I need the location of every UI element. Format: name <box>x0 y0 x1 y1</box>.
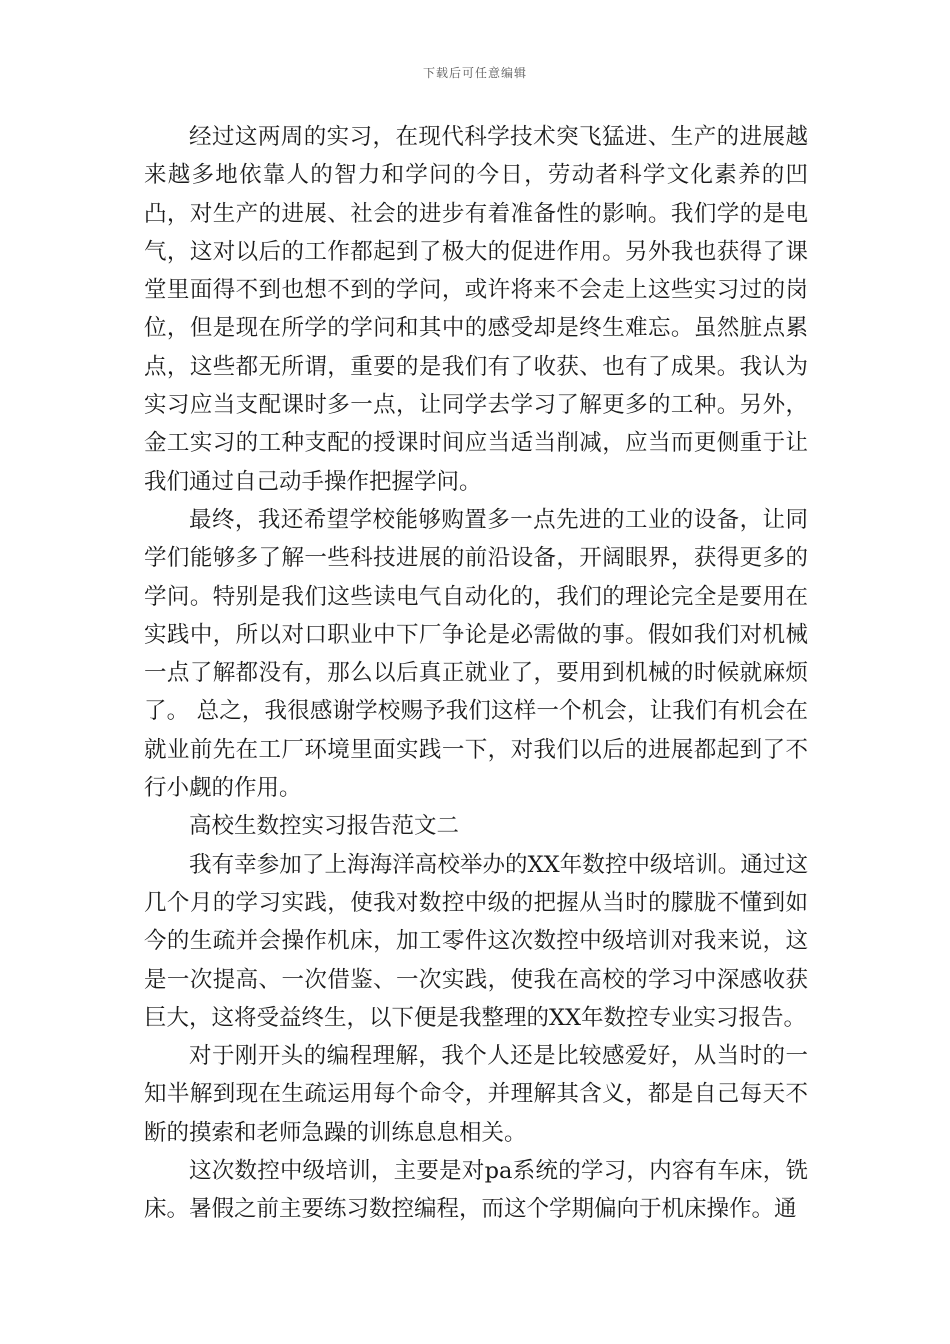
paragraph-1: 经过这两周的实习，在现代科学技术突飞猛进、生产的进展越来越多地依靠人的智力和学问的今日，劳动者科学文化素养的凹凸，对生产的进展、社会的进步有着准备性的影响。我们学的是电气，这对以后的工作都起到了极大的促进作用。另外我也获得了课堂里面得不到也想不到的学问，或许将来不会走上这些实习过的岗位，但是现在所学的学问和其中的感受却是终生难忘。虽然脏点累点，这些都无所谓，重要的是我们有了收获、也有了成果。我认为实习应当支配课时多一点，让同学去学习了解更多的工种。另外，金工实习的工种支配的授课时间应当适当削减，应当而更侧重于让我们通过自己动手操作把握学问。 <box>144 124 808 495</box>
paragraph-3: 我有幸参加了上海海洋高校举办的XX年数控中级培训。通过这几个月的学习实践，使我对数控中级的把握从当时的朦胧不懂到如今的生疏并会操作机床，加工零件这次数控中级培训对我来说，这是一次提高、一次借鉴、一次实践，使我在高校的学习中深感收获巨大，这将受益终生，以下便是我整理的XX年数控专业实习报告。 <box>144 851 808 1031</box>
page-header: 下载后可任意编辑 <box>422 66 527 80</box>
paragraph-5: 这次数控中级培训，主要是对pa系统的学习，内容有车床，铣床。暑假之前主要练习数控编程，而这个学期偏向于机床操作。通 <box>144 1158 808 1223</box>
paragraph-4: 对于刚开头的编程理解，我个人还是比较感爱好，从当时的一知半解到现在生疏运用每个命令，并理解其含义，都是自己每天不断的摸索和老师急躁的训练息息相关。 <box>144 1043 808 1146</box>
paragraph-2: 最终，我还希望学校能够购置多一点先进的工业的设备，让同学们能够多了解一些科技进展的前沿设备，开阔眼界，获得更多的学问。特别是我们这些读电气自动化的，我们的理论完全是要用在实践中，所以对口职业中下厂争论是必需做的事。假如我们对机械一点了解都没有，那么以后真正就业了，要用到机械的时候就麻烦了。 总之，我很感谢学校赐予我们这样一个机会，让我们有机会在就业前先在工厂环境里面实践一下，对我们以后的进展都起到了不行小觑的作用。 <box>144 506 808 802</box>
section-heading: 高校生数控实习报告范文二 <box>189 813 460 840</box>
document-body <box>144 118 808 1229</box>
